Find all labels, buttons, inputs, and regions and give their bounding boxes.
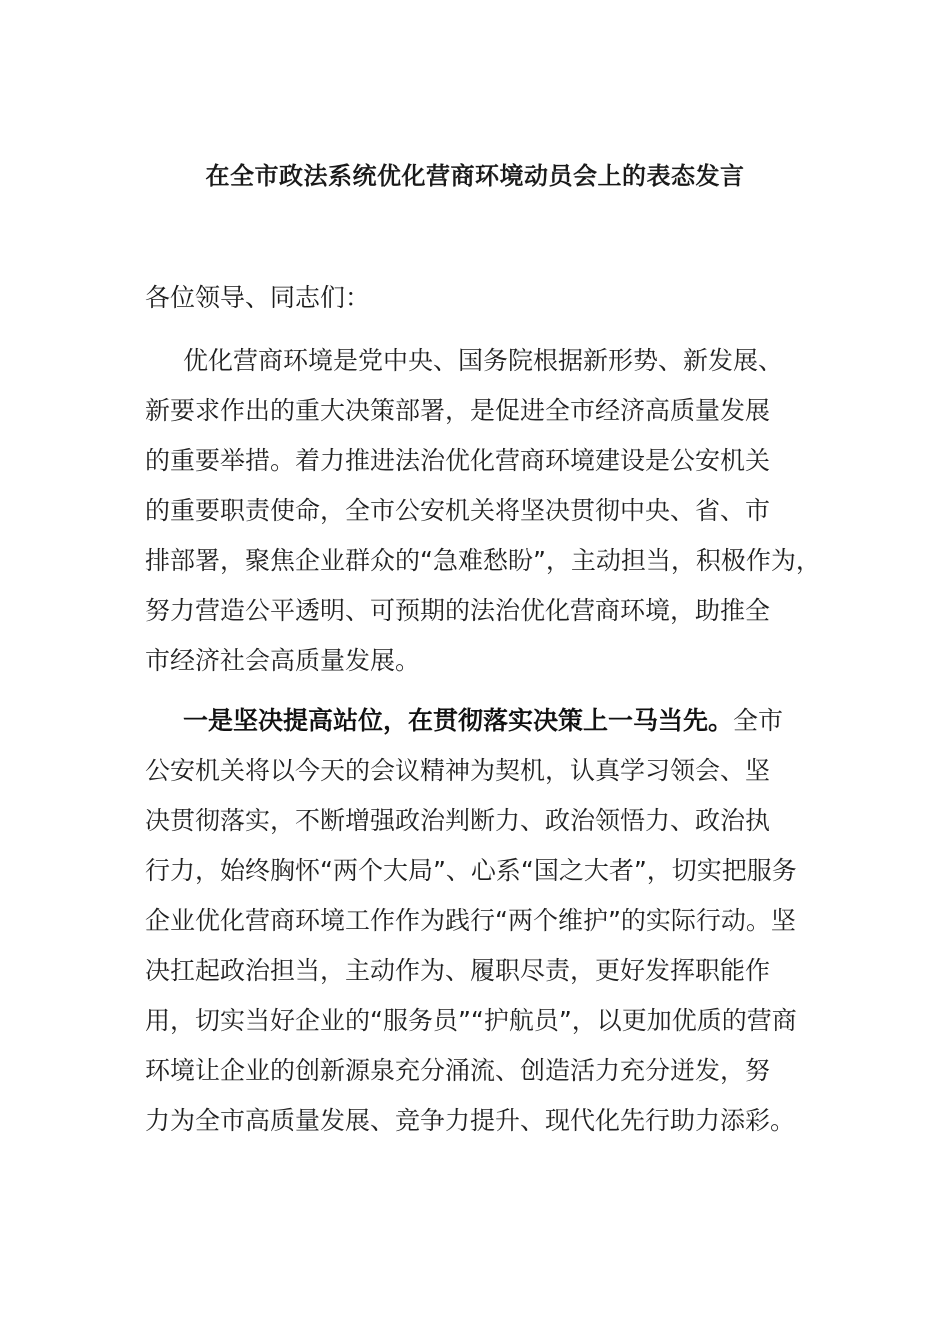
- paragraph-line: 的重要举措。着力推进法治优化营商环境建设是公安机关: [145, 446, 771, 475]
- paragraph-line: 企业优化营商环境工作作为践行“两个维护”的实际行动。坚: [145, 906, 796, 935]
- document-title: 在全市政法系统优化营商环境动员会上的表态发言: [205, 162, 745, 190]
- paragraph-line: 公安机关将以今天的会议精神为契机，认真学习领会、坚: [145, 756, 771, 785]
- paragraph-line: 市经济社会高质量发展。: [145, 646, 421, 675]
- paragraph-line: 环境让企业的创新源泉充分涌流、创造活力充分迸发，努: [145, 1056, 771, 1085]
- paragraph-point-one: [145, 696, 845, 1146]
- paragraph-line: 新要求作出的重大决策部署，是促进全市经济高质量发展: [145, 396, 771, 425]
- paragraph-line: 决扛起政治担当，主动作为、履职尽责，更好发挥职能作: [145, 956, 771, 985]
- paragraph-first-line: [145, 696, 845, 746]
- paragraph-line: 行力，始终胸怀“两个大局”、心系“国之大者”，切实把服务: [145, 856, 797, 885]
- paragraph-intro: [145, 336, 845, 686]
- paragraph-line: 决贯彻落实，不断增强政治判断力、政治领悟力、政治执: [145, 806, 771, 835]
- salutation: 各位领导、同志们：: [145, 283, 371, 312]
- paragraph-line: 力为全市高质量发展、竞争力提升、现代化先行助力添彩。: [145, 1106, 796, 1135]
- point-heading: 一是坚决提高站位，在贯彻落实决策上一马当先。: [183, 706, 734, 735]
- point-first-line-text: 全市: [733, 706, 784, 735]
- paragraph-line: 的重要职责使命，全市公安机关将坚决贯彻中央、省、市: [145, 496, 771, 525]
- paragraph-line: 用，切实当好企业的“服务员”“护航员”，以更加优质的营商: [145, 1006, 797, 1035]
- paragraph-line: 努力营造公平透明、可预期的法治优化营商环境，助推全: [145, 596, 771, 625]
- paragraph-line: 优化营商环境是党中央、国务院根据新形势、新发展、: [183, 346, 784, 375]
- paragraph-line: 排部署，聚焦企业群众的“急难愁盼”，主动担当，积极作为，: [145, 546, 821, 575]
